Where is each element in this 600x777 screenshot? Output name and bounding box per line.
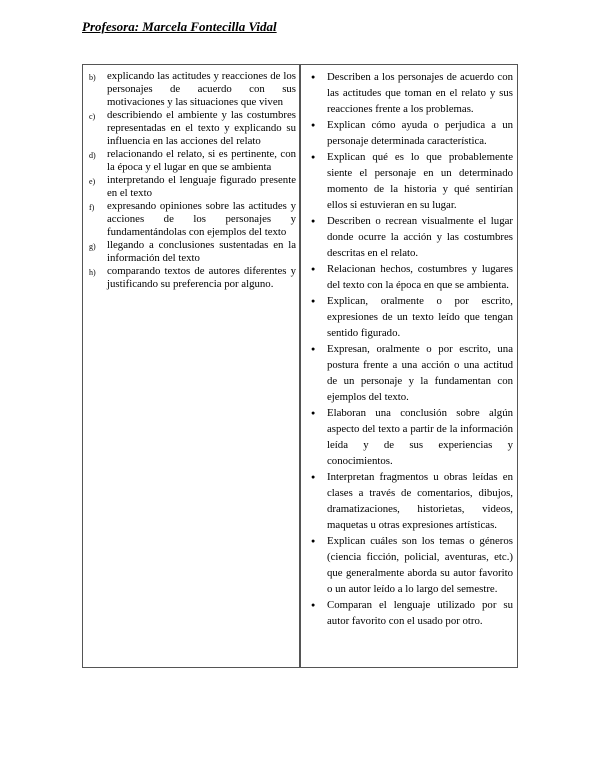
indicator-item: ● Comparan el lenguaje utilizado por su autor favorito con el usado por otro. [309, 597, 513, 629]
objectives-list [89, 70, 296, 291]
objective-text: comparando textos de autores diferentes y justificando su preferencia por alguno. [107, 265, 296, 290]
objective-text: llegando a conclusiones sustentadas en la información del texto [107, 239, 296, 264]
objective-letter: h) [89, 268, 96, 277]
indicator-item: ● Describen a los personajes de acuerdo con las actitudes que toman en el relato y sus reacciones frente a los problemas. [309, 69, 513, 117]
objective-item-b [89, 70, 296, 109]
objective-item-f [89, 200, 296, 239]
indicator-item: ● Explican, oralmente o por escrito, expresiones de un texto leído que tengan sentido figurado. [309, 293, 513, 341]
objective-letter: d) [89, 151, 96, 160]
objective-letter: b) [89, 73, 96, 82]
content-table [82, 64, 518, 668]
objective-letter: g) [89, 242, 96, 251]
indicator-item: ● Explican cuáles son los temas o géneros (ciencia ficción, policial, aventuras, etc.) que generalmente aborda su autor favorito o un autor leído a lo largo del semestre. [309, 533, 513, 597]
objective-text: interpretando el lenguaje figurado presente en el texto [107, 174, 296, 199]
objective-item-e [89, 174, 296, 200]
indicators-list [309, 69, 513, 629]
indicators-cell [301, 65, 517, 667]
objectives-cell [83, 65, 301, 667]
indicator-item: ● Elaboran una conclusión sobre algún aspecto del texto a partir de la información leída y de sus experiencias y conocimientos. [309, 405, 513, 469]
objective-item-d [89, 148, 296, 174]
indicator-item: ● Explican cómo ayuda o perjudica a un personaje determinada característica. [309, 117, 513, 149]
objective-letter: e) [89, 177, 96, 186]
objective-text: relacionando el relato, si es pertinente, con la época y el lugar en que se ambienta [107, 148, 296, 173]
objective-text: expresando opiniones sobre las actitudes y acciones de los personajes y fundamentándolas con ejemplos del texto [107, 200, 296, 238]
objective-text: describiendo el ambiente y las costumbres representadas en el texto y explicando su influencia en las acciones del relato [107, 109, 296, 147]
objective-text: explicando las actitudes y reacciones de los personajes de acuerdo con sus motivaciones y las situaciones que viven [107, 70, 296, 108]
objective-letter: f) [89, 203, 95, 212]
objective-item-g [89, 239, 296, 265]
column-divider [299, 65, 300, 667]
indicator-item: ● Relacionan hechos, costumbres y lugares del texto con la época en que se ambienta. [309, 261, 513, 293]
indicator-item: ● Expresan, oralmente o por escrito, una postura frente a una acción o una actitud de un personaje y la fundamentan con ejemplos del texto. [309, 341, 513, 405]
objective-letter: c) [89, 112, 96, 121]
objective-item-h [89, 265, 296, 291]
objective-item-c [89, 109, 296, 148]
teacher-header: Profesora: Marcela Fontecilla Vidal [82, 19, 277, 34]
indicator-item: ● Describen o recrean visualmente el lugar donde ocurre la acción y las costumbres descritas en el relato. [309, 213, 513, 261]
indicator-item: ● Interpretan fragmentos u obras leídas en clases a través de comentarios, dibujos, dramatizaciones, historietas, videos, maquetas u otras expresiones artísticas. [309, 469, 513, 533]
indicator-item: ● Explican qué es lo que probablemente siente el personaje en un determinado momento de la historia y qué sentirían ellos si estuvieran en su lugar. [309, 149, 513, 213]
